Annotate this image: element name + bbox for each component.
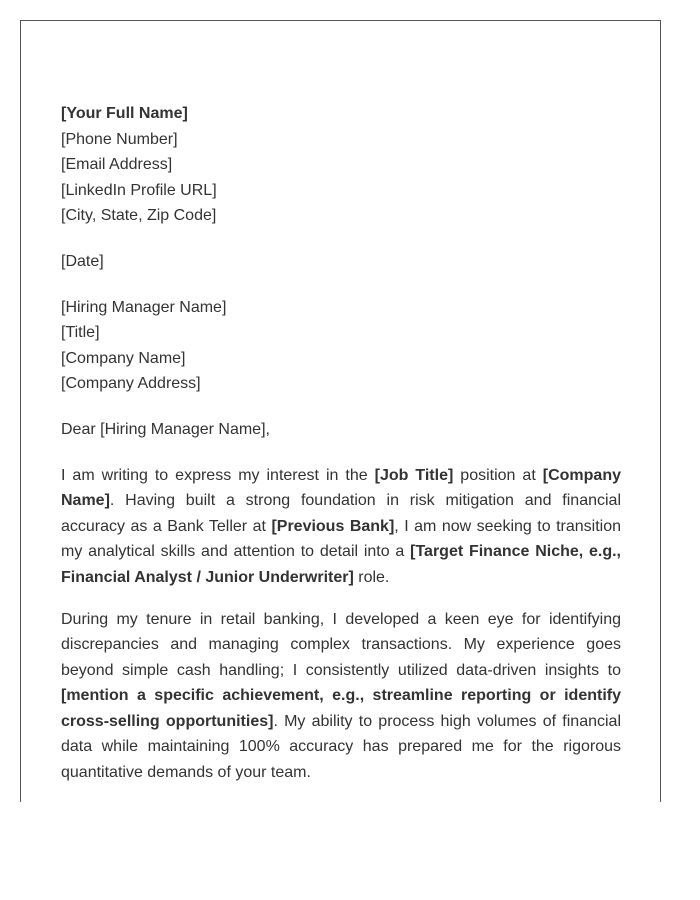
p1-text-1: I am writing to express my interest in the [61,466,375,484]
paragraph-experience [61,607,621,786]
sender-phone: [Phone Number] [61,130,178,148]
sender-linkedin: [LinkedIn Profile URL] [61,181,217,199]
recipient-address: [Company Address] [61,375,201,393]
p1-text-5: role. [353,568,390,586]
previous-bank-placeholder: [Previous Bank] [271,517,395,535]
recipient-company: [Company Name] [61,349,186,367]
salutation: Dear [Hiring Manager Name], [61,420,270,438]
sender-full-name: [Your Full Name] [61,105,188,122]
recipient-name: [Hiring Manager Name] [61,298,227,316]
recipient-block [61,295,621,397]
salutation-block [61,417,621,443]
sender-block [61,101,621,229]
sender-location: [City, State, Zip Code] [61,207,217,225]
p2-text-2: . My ability to process high volumes of financial data while maintaining 100% accuracy has prepared me for the rigorous quantitative demands of your team. [61,712,622,782]
recipient-title: [Title] [61,324,100,342]
company-name-placeholder: [Company Name] [61,466,621,510]
paragraph-intro [61,463,621,591]
p1-text-2: position at [453,466,543,484]
job-title-placeholder: [Job Title] [374,466,454,484]
p1-text-3: . Having built a strong foundation in risk mitigation and financial accuracy as a Bank Teller at [61,492,621,535]
letter-page [20,20,661,802]
p2-text-1: During my tenure in retail banking, I developed a keen eye for identifying discrepancies and managing complex transactions. My experience goes beyond simple cash handling; I consistently utilized data-driven insights to [61,610,621,679]
target-niche-placeholder: [Target Finance Niche, e.g., Financial Analyst / Junior Underwriter] [61,543,622,586]
letter-content [61,101,621,802]
date-block [61,249,621,275]
letter-date: [Date] [61,252,104,270]
achievement-placeholder: [mention a specific achievement, e.g., streamline reporting or identify cross-selling opportunities] [61,687,621,730]
sender-email: [Email Address] [61,156,173,174]
p1-text-4: , I am now seeking to transition my analytical skills and attention to detail into a [61,517,622,561]
